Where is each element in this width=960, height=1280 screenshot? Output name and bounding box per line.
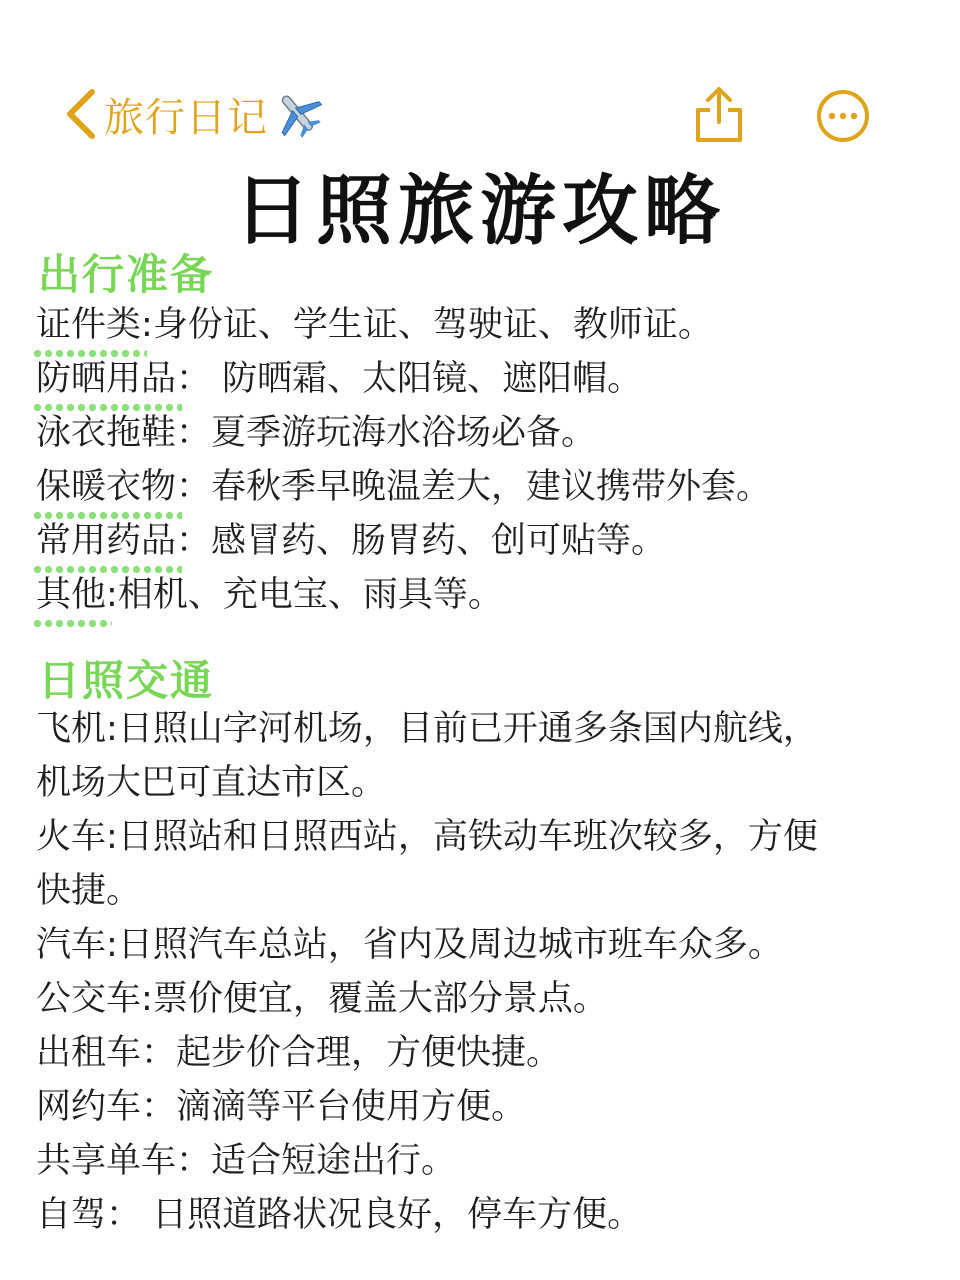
transport-line-ride-hailing: 网约车：滴滴等平台使用方便。 bbox=[36, 1087, 527, 1127]
transport-term: 火车 bbox=[36, 817, 107, 857]
section-heading-transport: 日照交通 bbox=[38, 656, 215, 705]
share-icon bbox=[694, 86, 744, 144]
more-button[interactable] bbox=[816, 89, 870, 143]
airplane-icon bbox=[272, 88, 324, 140]
transport-line-taxi: 出租车：起步价合理，方便快捷。 bbox=[36, 1033, 562, 1073]
prep-line-documents: 证件类 :身份证、学生证、驾驶证、教师证。 bbox=[36, 304, 713, 346]
prep-term: 其他 bbox=[36, 574, 106, 616]
more-icon bbox=[816, 89, 870, 143]
transport-term: 飞机 bbox=[36, 709, 107, 749]
transport-term: 自驾 bbox=[36, 1195, 107, 1235]
section-heading-preparation: 出行准备 bbox=[38, 250, 215, 299]
page-title: 日照旅游攻略 bbox=[234, 166, 726, 255]
transport-line-bus: 公交车:票价便宜，覆盖大部分景点。 bbox=[36, 979, 608, 1019]
prep-term: 泳衣拖鞋 bbox=[36, 413, 177, 453]
prep-term: 防晒用品 bbox=[36, 358, 176, 400]
prep-term: 保暖衣物 bbox=[36, 466, 176, 508]
transport-term: 网约车 bbox=[36, 1087, 142, 1127]
back-button[interactable] bbox=[64, 84, 324, 144]
transport-term: 共享单车 bbox=[36, 1141, 177, 1181]
share-button[interactable] bbox=[694, 86, 744, 144]
transport-term: 公交车 bbox=[36, 979, 142, 1019]
prep-line-swimwear: 泳衣拖鞋：夏季游玩海水浴场必备。 bbox=[36, 413, 597, 453]
prep-line-medicine: 常用药品 ：感冒药、肠胃药、创可贴等。 bbox=[36, 520, 666, 562]
prep-line-sunscreen: 防晒用品 ： 防晒霜、太阳镜、遮阳帽。 bbox=[36, 358, 642, 400]
transport-line-plane: 飞机:日照山字河机场，目前已开通多条国内航线， bbox=[36, 709, 818, 749]
transport-line-coach: 汽车:日照汽车总站，省内及周边城市班车众多。 bbox=[36, 925, 783, 965]
back-label: 旅行日记 bbox=[104, 94, 268, 141]
transport-line-plane-cont: 机场大巴可直达市区。 bbox=[36, 763, 387, 803]
transport-line-train: 火车:日照站和日照西站，高铁动车班次较多，方便 bbox=[36, 817, 818, 857]
transport-line-bike: 共享单车：适合短途出行。 bbox=[36, 1141, 457, 1181]
prep-line-warm-clothes: 保暖衣物 ：春秋季早晚温差大，建议携带外套。 bbox=[36, 466, 771, 508]
prep-term: 常用药品 bbox=[36, 520, 176, 562]
prep-line-other: 其他 :相机、充电宝、雨具等。 bbox=[36, 574, 503, 616]
transport-term: 出租车 bbox=[36, 1033, 142, 1073]
chevron-left-icon bbox=[64, 88, 98, 140]
transport-term: 汽车 bbox=[36, 925, 107, 965]
transport-line-self-drive: 自驾： 日照道路状况良好，停车方便。 bbox=[36, 1195, 643, 1235]
transport-line-train-cont: 快捷。 bbox=[36, 871, 142, 911]
prep-term: 证件类 bbox=[36, 304, 141, 346]
